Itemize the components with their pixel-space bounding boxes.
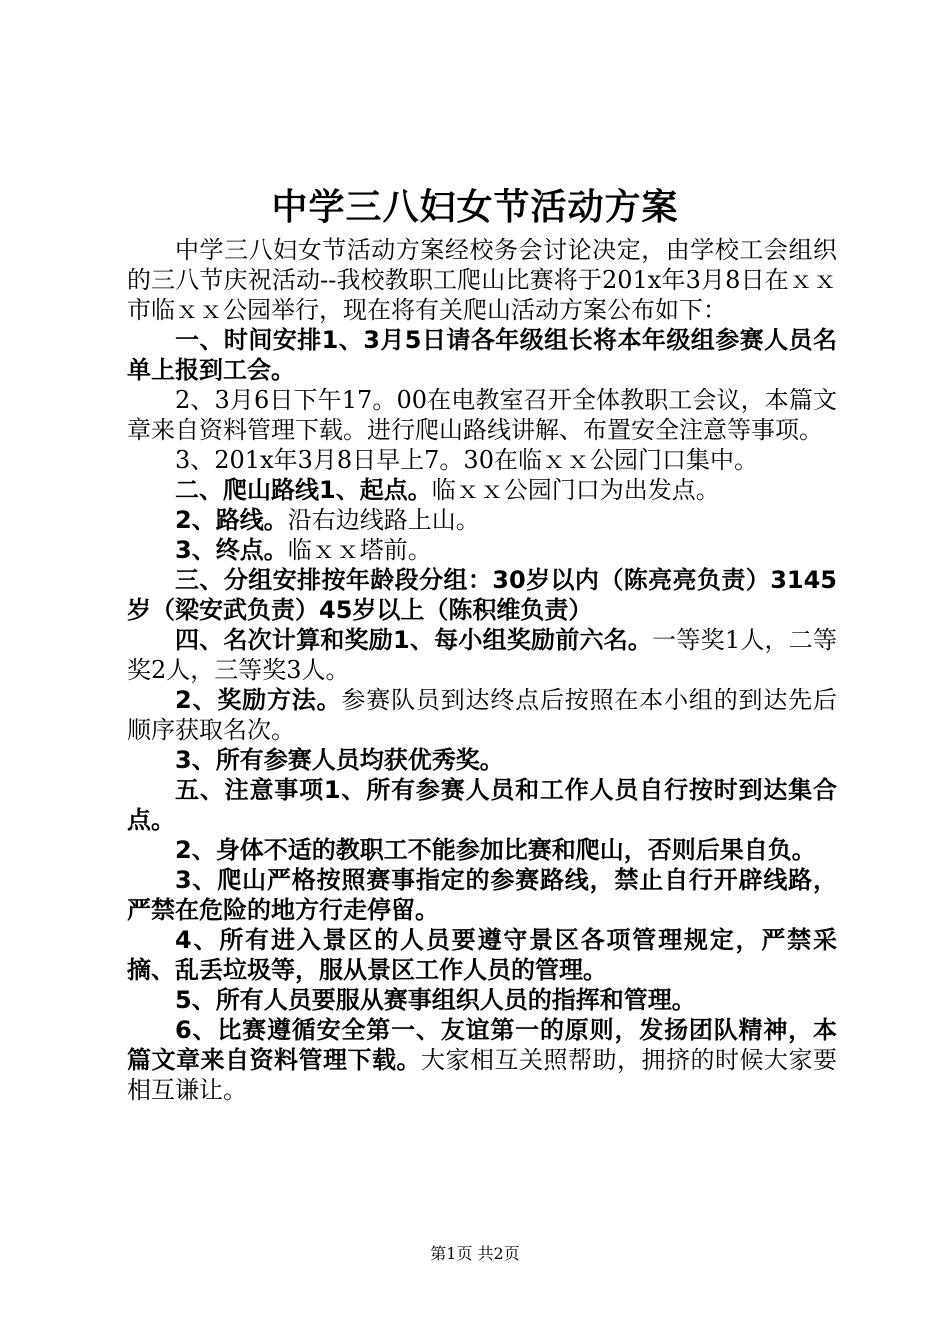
- paragraph-text-segment: 四、名次计算和奖励1、每小组奖励前六名。: [175, 626, 653, 654]
- page-title: 中学三八妇女节活动方案: [271, 187, 679, 228]
- paragraph: [127, 1016, 837, 1106]
- page-footer: 第1页 共2页: [430, 1244, 520, 1263]
- paragraph: [127, 926, 837, 986]
- paragraph-text-segment: 二、爬山路线1、起点。: [175, 476, 432, 504]
- paragraph-text-segment: 4、所有进入景区的人员要遵守景区各项管理规定，严禁采摘、乱丢垃圾等，服从景区工作人员的管理。: [127, 926, 837, 984]
- paragraph: [127, 776, 837, 836]
- paragraph-text-segment: 三、分组安排按年龄段分组：30岁以内（陈亮亮负责）3145岁（梁安武负责）45岁以上（陈积维负责）: [127, 566, 837, 624]
- paragraph-text-segment: 5、所有人员要服从赛事组织人员的指挥和管理。: [175, 986, 696, 1014]
- paragraph: [127, 836, 837, 866]
- paragraph-text-segment: 3、所有参赛人员均获优秀奖。: [175, 746, 504, 774]
- paragraph: [127, 506, 837, 536]
- paragraph: [127, 686, 837, 746]
- paragraph-text-segment: 临ｘｘ公园门口为出发点。: [431, 476, 720, 504]
- paragraph: [127, 566, 837, 626]
- paragraph: [127, 746, 837, 776]
- paragraph: [127, 626, 837, 686]
- paragraph-text-segment: 大家相互关照帮助，拥挤的时候大家要相互谦让。: [127, 1046, 837, 1104]
- paragraph-text-segment: 一等奖1人，二等奖2人，三等奖3人。: [127, 626, 837, 684]
- paragraph: [127, 236, 837, 326]
- paragraph: [127, 326, 837, 386]
- paragraph-text-segment: 一、时间安排1、3月5日请各年级组长将本年级组参赛人员名单上报到工会。: [127, 326, 837, 384]
- paragraph-text-segment: 6、比赛遵循安全第一、友谊第一的原则，发扬团队精神，本篇文章来自资料管理下载。: [127, 1016, 837, 1074]
- paragraph: [127, 386, 837, 446]
- paragraph-text-segment: 五、注意事项1、所有参赛人员和工作人员自行按时到达集合点。: [127, 776, 837, 834]
- paragraph-text-segment: 沿右边线路上山。: [287, 506, 480, 534]
- paragraph-text-segment: 临ｘｘ塔前。: [287, 536, 432, 564]
- paragraph-text-segment: 2、3月6日下午17。00在电教室召开全体教职工会议，本篇文章来自资料管理下载。进行爬山路线讲解、布置安全注意等事项。: [127, 386, 837, 444]
- document-body: [127, 236, 837, 1106]
- paragraph: [127, 446, 837, 476]
- paragraph-text-segment: 3、201x年3月8日早上7。30在临ｘｘ公园门口集中。: [175, 446, 758, 474]
- paragraph-text-segment: 2、身体不适的教职工不能参加比赛和爬山，否则后果自负。: [175, 836, 816, 864]
- paragraph-text-segment: 2、路线。: [175, 506, 288, 534]
- paragraph-text-segment: 参赛队员到达终点后按照在本小组的到达先后顺序获取名次。: [127, 686, 837, 744]
- paragraph: [127, 536, 837, 566]
- paragraph-text-segment: 3、爬山严格按照赛事指定的参赛路线，禁止自行开辟线路，严禁在危险的地方行走停留。: [127, 866, 837, 924]
- paragraph-text-segment: 3、终点。: [175, 536, 288, 564]
- paragraph: [127, 476, 837, 506]
- paragraph: [127, 986, 837, 1016]
- paragraph: [127, 866, 837, 926]
- paragraph-text-segment: 2、奖励方法。: [175, 686, 342, 714]
- paragraph-text-segment: 中学三八妇女节活动方案经校务会讨论决定，由学校工会组织的三八节庆祝活动--我校教职工爬山比赛将于201x年3月8日在ｘｘ市临ｘｘ公园举行，现在将有关爬山活动方案公布如下：: [127, 236, 837, 324]
